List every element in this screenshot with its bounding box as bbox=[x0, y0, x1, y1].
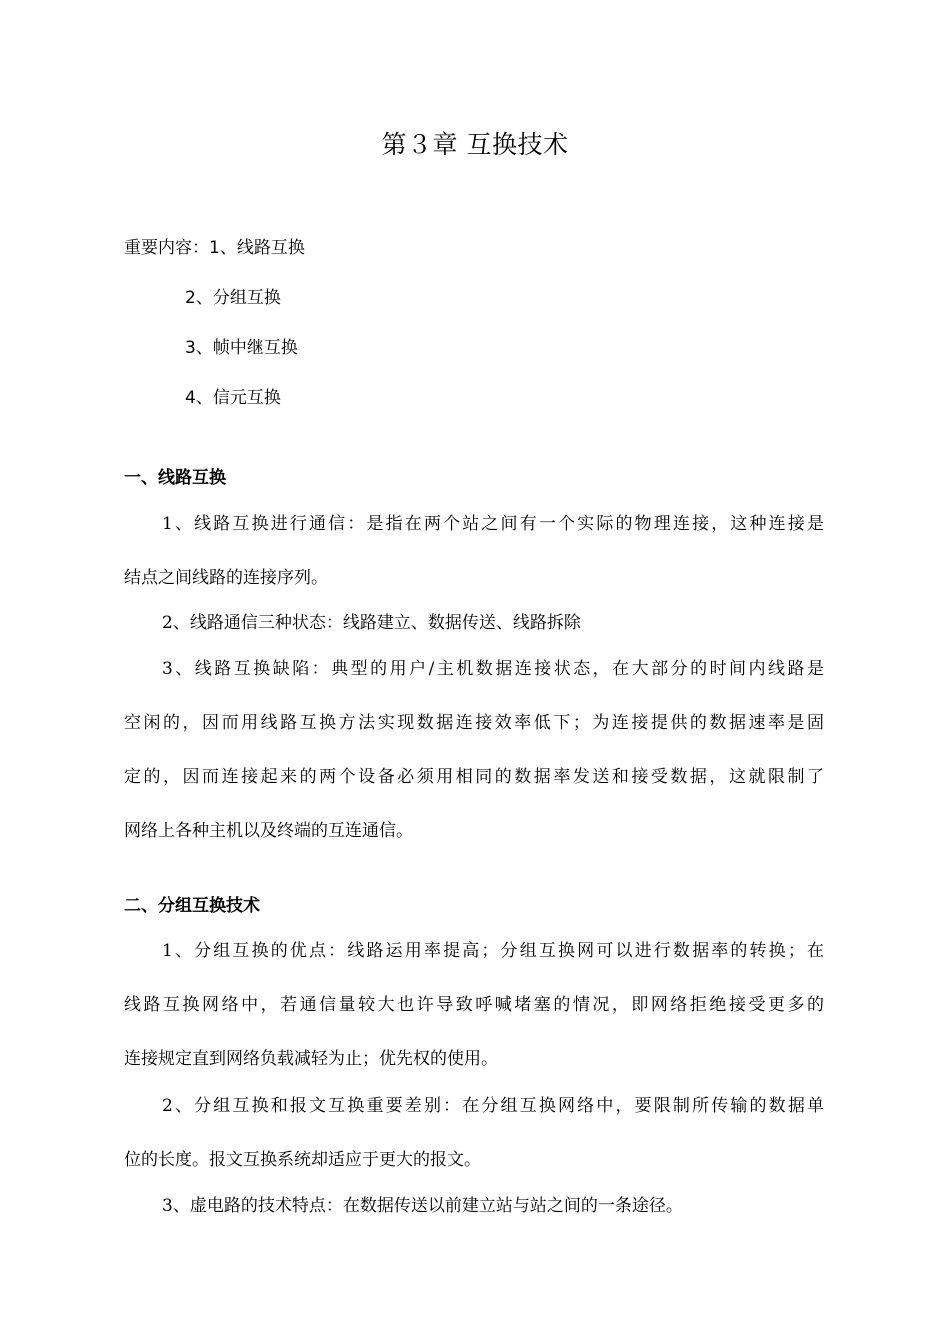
s1-p3-line2-c: ；为连接提供的 bbox=[572, 713, 710, 733]
s1-p3-line2-a: 空闲的，因而用线路互换方法 bbox=[124, 713, 378, 733]
s1-p3-line2 bbox=[124, 711, 824, 735]
s1-p3-line3 bbox=[124, 765, 824, 789]
s1-p1-line2: 结点之间线路的连接序列。 bbox=[124, 568, 328, 588]
section-2-heading: 二、分组互换技术 bbox=[124, 896, 260, 916]
s1-p1-line1: 1、线路互换进行通信：是指在两个站之间有一个实际的物理连接，这种连接是 bbox=[162, 514, 824, 534]
s2-p2-line1: 2、分组互换和报文互换重要差别：在分组互换网络中，要限制所传输的数据单 bbox=[162, 1096, 824, 1116]
s1-p3-line1: 3、线路互换缺陷：典型的用户/主机数据连接状态，在大部分的时间内线路是 bbox=[162, 659, 824, 679]
s1-p3-highlight-fixed: 定的 bbox=[124, 767, 164, 787]
s2-p1-line1: 1、分组互换的优点：线路运用率提高；分组互换网可以进行数据率的转换；在 bbox=[162, 941, 824, 961]
summary-item-3: 3、帧中继互换 bbox=[185, 338, 298, 358]
summary-label: 重要内容： bbox=[124, 238, 209, 258]
s1-p3-highlight-rate: 数据速率是固 bbox=[709, 713, 825, 733]
s1-p3-line4: 网络上各种主机以及终端的互连通信。 bbox=[124, 821, 413, 841]
s2-p2-line2: 位的长度。报文互换系统却适应于更大的报文。 bbox=[124, 1150, 481, 1170]
summary-item-2: 2、分组互换 bbox=[185, 288, 281, 308]
summary-item-4: 4、信元互换 bbox=[185, 388, 281, 408]
summary-first-line bbox=[124, 236, 305, 260]
summary-item-1: 1、线路互换 bbox=[209, 238, 305, 258]
s1-p3-highlight-efficiency: 实现数据连接效率低下 bbox=[377, 713, 573, 733]
s2-p3: 3、虚电路的技术特点：在数据传送以前建立站与站之间的一条途径。 bbox=[162, 1196, 683, 1216]
s2-p1-line2: 线路互换网络中，若通信量较大也许导致呼喊堵塞的情况，即网络拒绝接受更多的 bbox=[124, 995, 824, 1015]
section-1-heading: 一、线路互换 bbox=[124, 468, 226, 488]
s2-p1-line3: 连接规定直到网络负载减轻为止；优先权的使用。 bbox=[124, 1049, 498, 1069]
s1-p3-line3-b: ，因而连接起来的两个设备必须用相同的数据率发送和接受数据，这就限制了 bbox=[163, 767, 825, 787]
chapter-title: 第３章 互换技术 bbox=[381, 130, 569, 159]
s1-p2: 2、线路通信三种状态：线路建立、数据传送、线路拆除 bbox=[162, 613, 581, 633]
